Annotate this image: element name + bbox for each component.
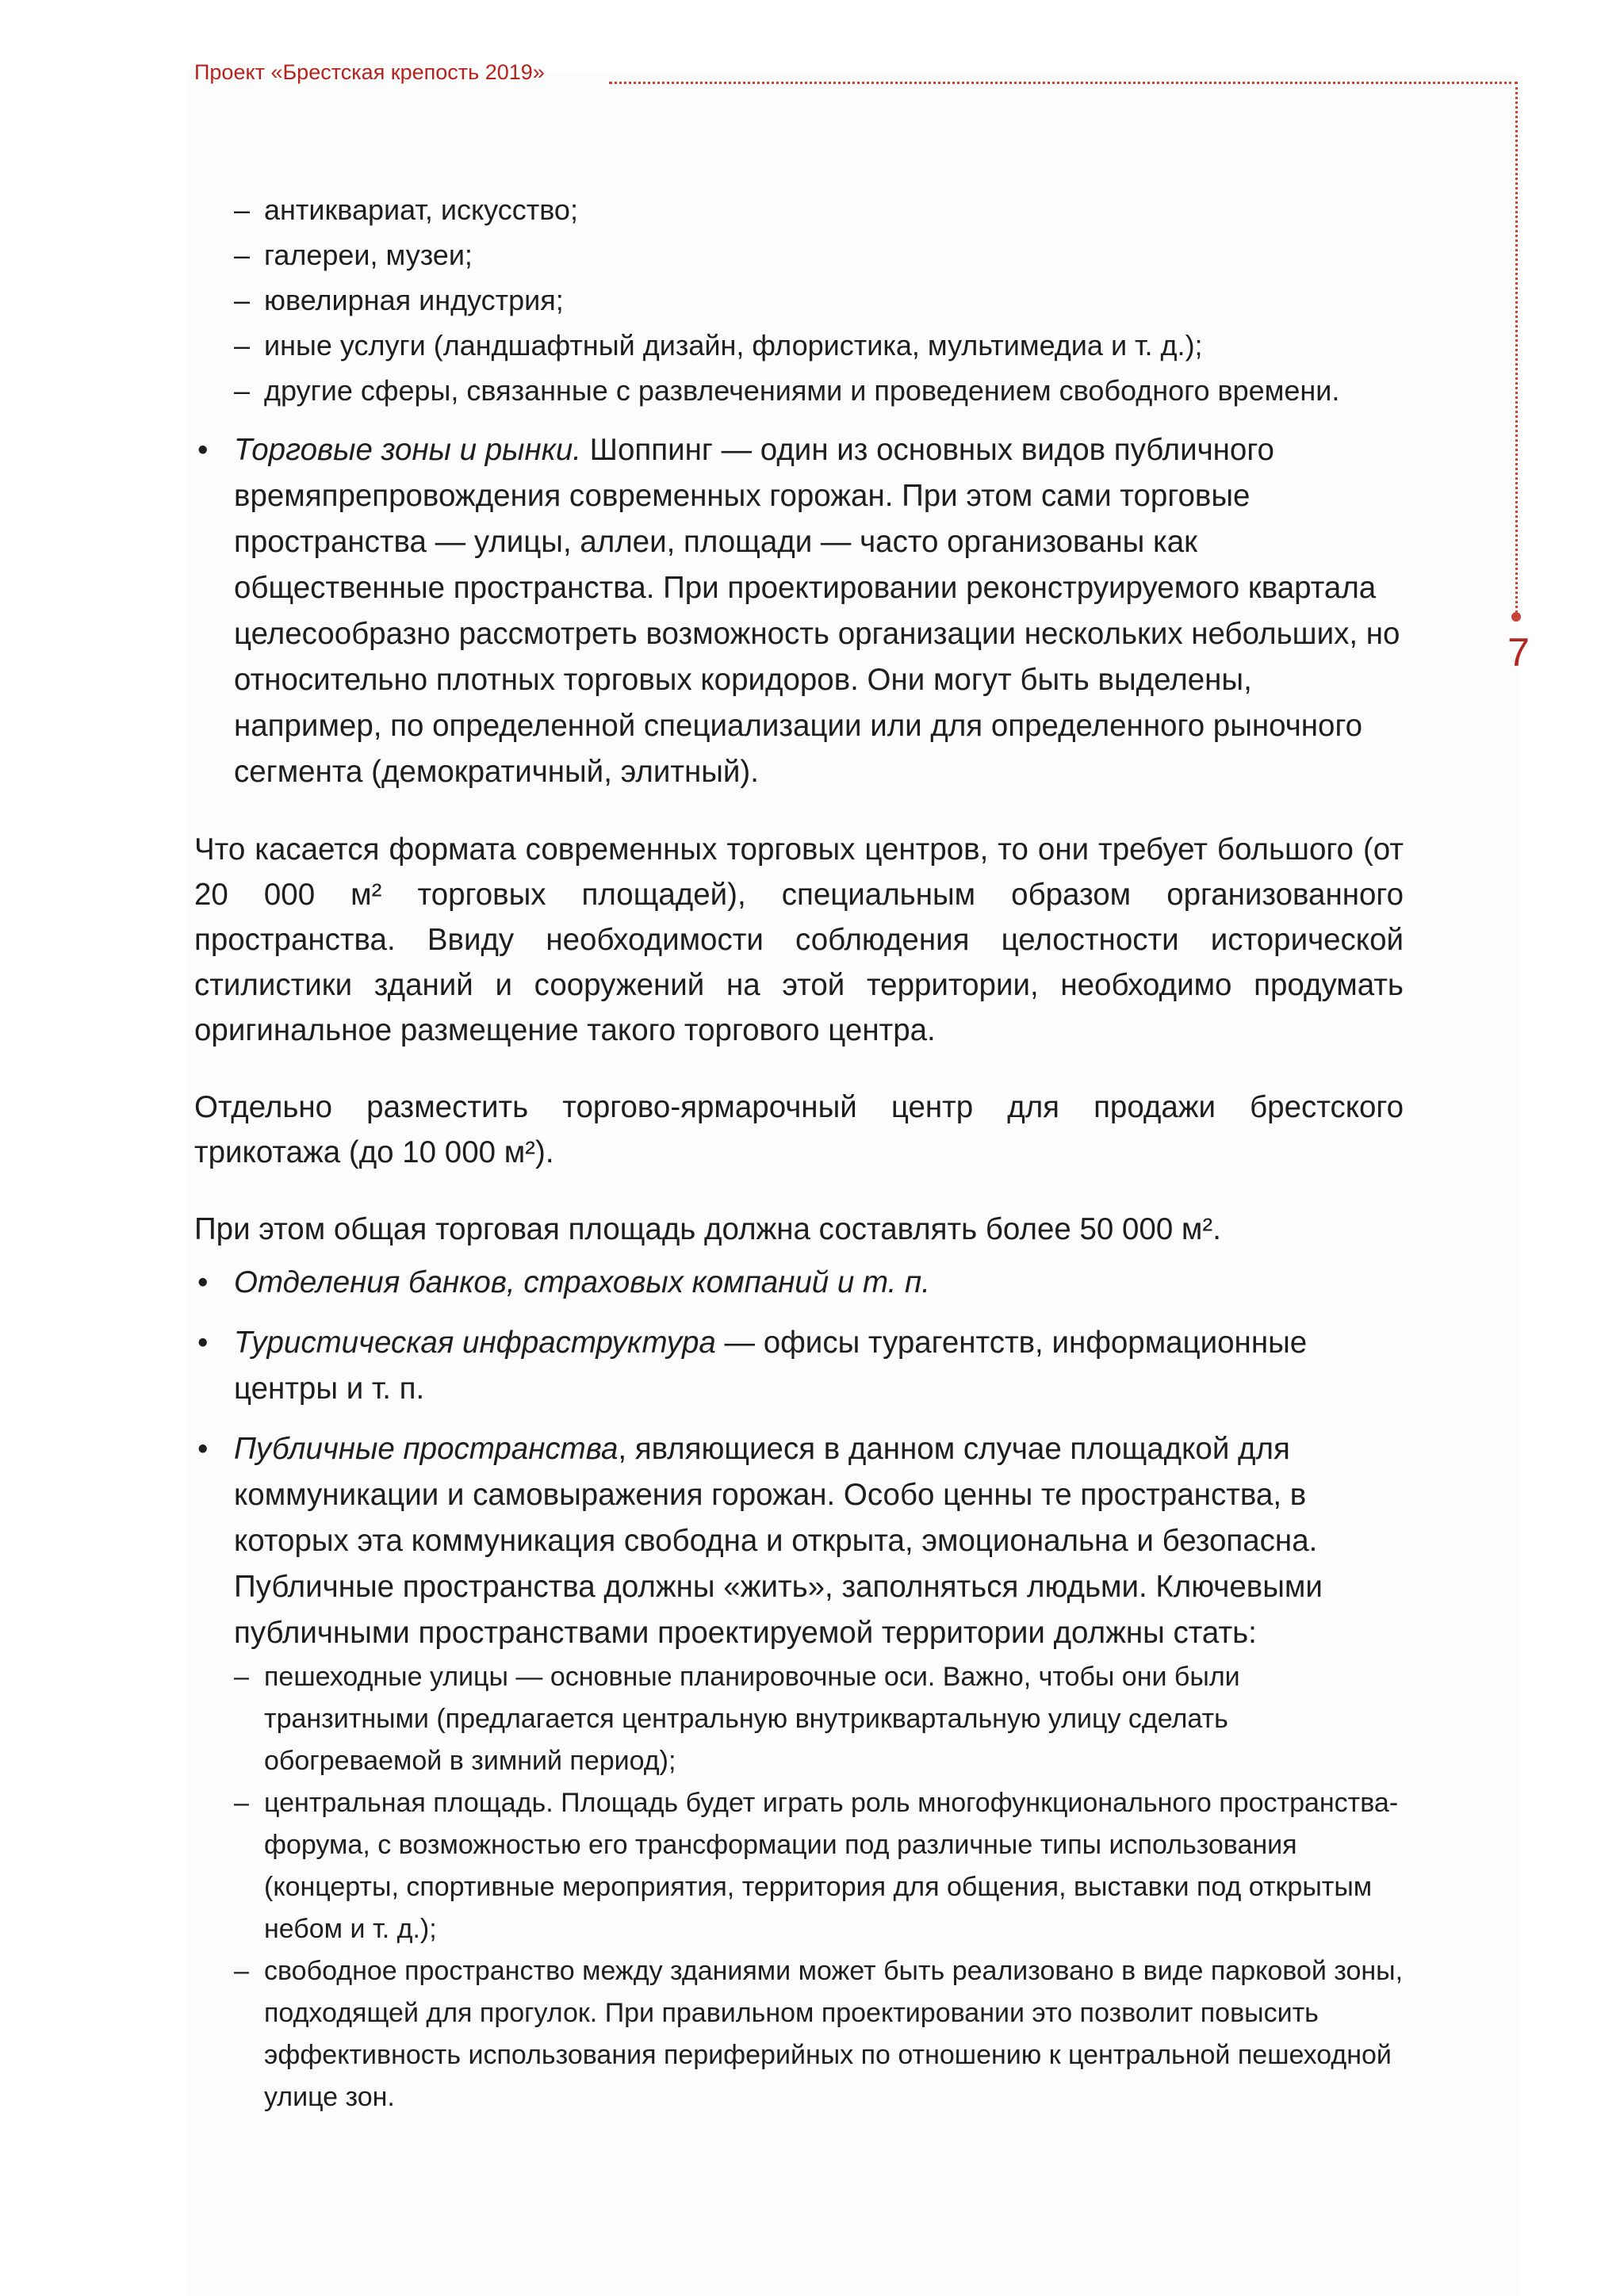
dash-marker: – (234, 329, 251, 362)
list-item: – пешеходные улицы — основные планировочные оси. Важно, чтобы они были транзитными (предлагается центральную внутриквартальную улицу сделать обогреваемой в зимний период); (194, 1656, 1404, 1782)
list-item: – центральная площадь. Площадь будет играть роль многофункционального пространства-форума, с возможностью его трансформации под различные типы использования (концерты, спортивные мероприятия, территория для общения, выставки под открытым небом и т. д.); (194, 1782, 1404, 1950)
bullet-marker: • (197, 1326, 209, 1360)
top-dash-list (194, 187, 1404, 413)
list-item: – антиквариат, искусство; (194, 187, 1404, 232)
dash-marker: – (234, 239, 251, 271)
side-dotted-rule (1515, 82, 1518, 613)
list-item: – галереи, музеи; (194, 232, 1404, 277)
paragraph-trade-centers: Что касается формата современных торговых центров, то они требует большого (от 20 000 м² торговых площадей), специальным образом организованного пространства. Ввиду необходимости соблюдения целостности исторической стилистики зданий и сооружений на этой территории, необходимо продумать оригинальное размещение такого торгового центра. (194, 832, 1404, 1047)
list-item: – ювелирная индустрия; (194, 277, 1404, 323)
public-spaces-list (194, 1656, 1404, 2118)
bullet-tourism (194, 1320, 1404, 1412)
dash-marker: – (234, 284, 251, 316)
bullet-marker: • (197, 1432, 209, 1466)
list-item: – иные услуги (ландшафтный дизайн, флористика, мультимедиа и т. д.); (194, 323, 1404, 368)
page-number: 7 (1507, 630, 1530, 675)
bullet-text: Шоппинг — один из основных видов публичного времяпрепровождения современных горожан. При этом сами торговые пространства — улицы, аллеи, площади — часто организованы как общественные пространства. При проектировании реконструируемого квартала целесообразно рассмотреть возможность организации нескольких небольших, но относительно плотных торговых коридоров. Они могут быть выделены, например, по определенной специализации или для определенного рыночного сегмента (демократичный, элитный). (234, 433, 1400, 789)
bullet-trade-zones (194, 427, 1404, 795)
bullet-title: Туристическая инфраструктура (234, 1326, 716, 1360)
dash-marker: – (234, 1956, 249, 1986)
bullet-public-spaces (194, 1426, 1404, 1656)
bullet-marker: • (197, 433, 209, 467)
paragraph-fair-center: Отдельно разместить торгово-ярмарочный центр для продажи брестского трикотажа (до 10 000 м²). (194, 1090, 1404, 1169)
dash-marker: – (234, 374, 251, 407)
list-item: – свободное пространство между зданиями может быть реализовано в виде парковой зоны, подходящей для прогулок. При правильном проектировании это позволит повысить эффективность использования периферийных по отношению к центральной пешеходной улице зон. (194, 1950, 1404, 2118)
bullet-text: — офисы турагентств, информационные центры и т. п. (234, 1326, 1308, 1406)
bullet-banks (194, 1260, 1404, 1306)
side-rule-dot (1511, 612, 1521, 622)
bullet-marker: • (197, 1265, 209, 1299)
dash-marker: – (234, 1788, 249, 1818)
dash-marker: – (234, 1662, 249, 1692)
list-item: – другие сферы, связанные с развлечениями и проведением свободного времени. (194, 368, 1404, 413)
bullet-title: Публичные пространства (234, 1432, 619, 1466)
bullet-title: Торговые зоны и рынки. (234, 433, 581, 467)
bullet-text: , являющиеся в данном случае площадкой для коммуникации и самовыражения горожан. Особо ценны те пространства, в которых эта коммуникация свободна и открыта, эмоциональна и безопасна. Публичные пространства должны «жить», заполняться людьми. Ключевыми публичными пространствами проектируемой территории должны стать: (234, 1432, 1323, 1650)
bullet-title: Отделения банков, страховых компаний и т. п. (234, 1265, 930, 1299)
paragraph-total-area: При этом общая торговая площадь должна составлять более 50 000 м². (194, 1212, 1221, 1246)
main-content (194, 187, 1404, 2118)
dash-marker: – (234, 193, 251, 226)
header-dotted-rule (609, 82, 1518, 84)
running-header: Проект «Брестская крепость 2019» (194, 60, 545, 84)
